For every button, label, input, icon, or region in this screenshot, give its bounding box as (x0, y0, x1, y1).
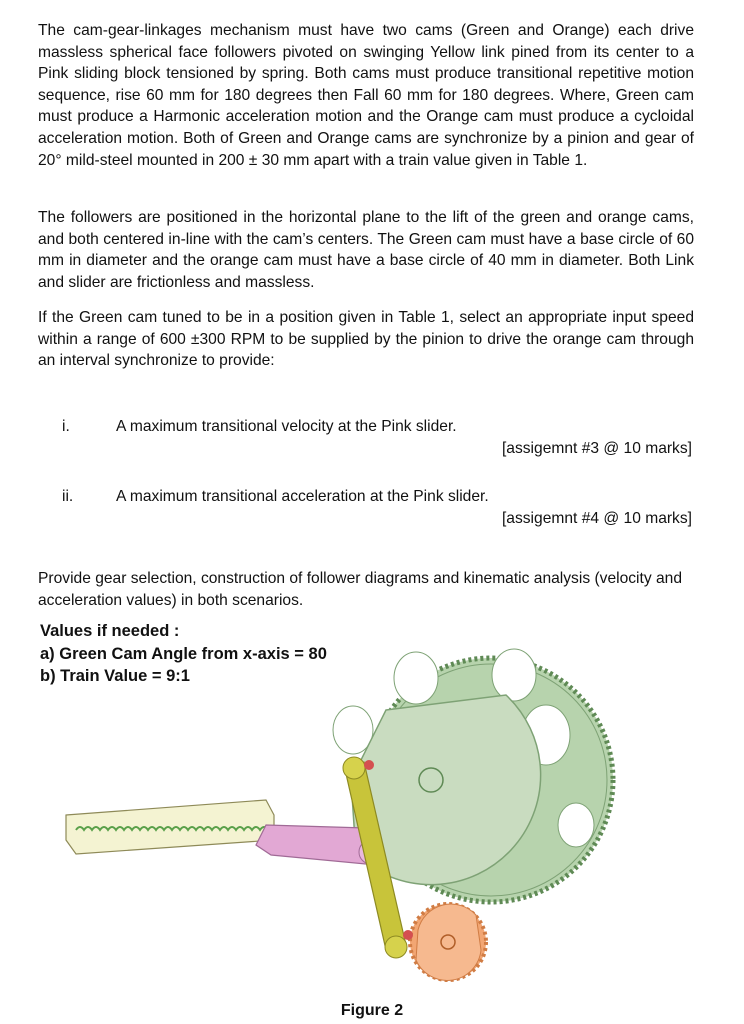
deliverables-paragraph: Provide gear selection, construction of follower diagrams and kinematic analysis (velocity and acceleration values) in both scenarios. (38, 570, 682, 609)
figure-caption: Figure 2 (340, 1002, 404, 1019)
mechanism-figure (36, 640, 716, 990)
item-text: A maximum transitional velocity at the Pink slider. (116, 418, 457, 435)
follower-paragraph: The followers are positioned in the horizontal plane to the lift of the green and orange cams, and both centered in-line with the cam’s centers. The Green cam must have a base circle of 60 mm in diameter and the orange cam must have a base circle of 40 mm in diameter. Both Link and slider are frictionless and massless. (38, 209, 694, 291)
item-marks: [assigemnt #3 @ 10 marks] (501, 440, 692, 457)
values-heading: Values if needed : (40, 622, 180, 640)
slider-block (66, 800, 274, 854)
item-number: i. (62, 418, 70, 435)
values-box (40, 620, 327, 688)
item-marks: [assigemnt #4 @ 10 marks] (501, 510, 692, 527)
intro-paragraph: The cam-gear-linkages mechanism must have two cams (Green and Orange) each drive massless spherical face followers pivoted on swinging Yellow link pined from its center to a Pink sliding block tensioned by spring. Both cams must produce transitional repetitive motion sequence, rise 60 mm for 180 degrees then Fall 60 mm for 180 degrees. Where, Green cam must produce a Harmonic acceleration motion and the Orange cam must produce a cycloidal acceleration motion. Both of Green and Orange cams are synchronize by a pinion and gear of 20° mild-steel mounted in 200 ± 30 mm apart with a train value given in Table 1. (38, 22, 694, 169)
item-text: A maximum transitional acceleration at the Pink slider. (116, 488, 489, 505)
value-train: b) Train Value = 9:1 (40, 667, 190, 685)
value-cam-angle: a) Green Cam Angle from x-axis = 80 (40, 644, 327, 663)
item-number: ii. (62, 488, 74, 505)
pinion-orange (410, 904, 486, 980)
speed-paragraph: If the Green cam tuned to be in a position given in Table 1, select an appropriate input speed within a range of 600 ±300 RPM to be supplied by the pinion to drive the orange cam through an interval synchronize to provide: (38, 309, 694, 370)
